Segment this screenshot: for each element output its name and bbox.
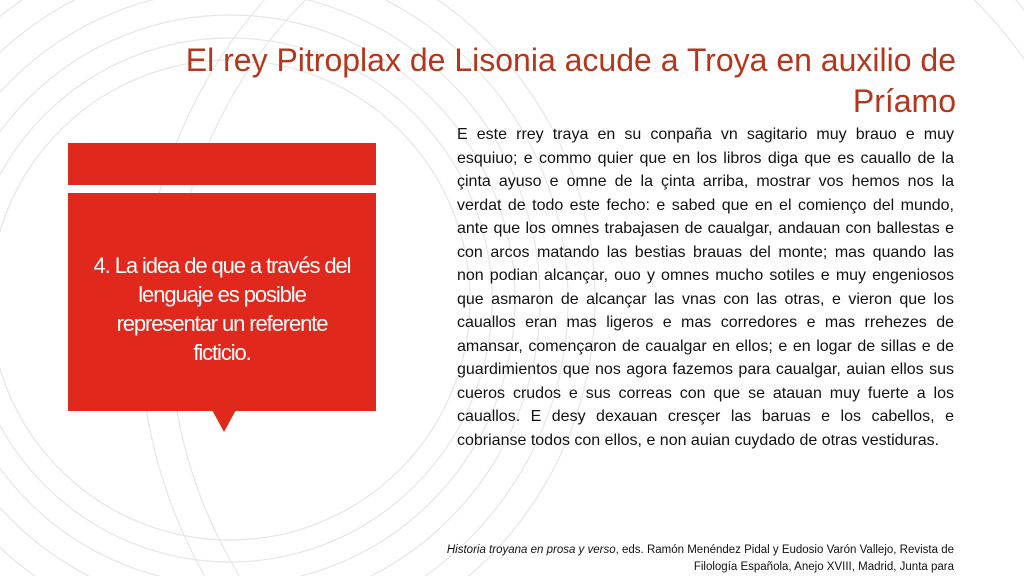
callout-text: 4. La idea de que a través del lenguaje es posible representar un referente ficticio. [93, 253, 351, 365]
quotation-body: E este rrey traya en su conpaña vn sagitario muy brauo e muy esquiuo; e commo quier que en los libros diga que es cauallo de la çinta ayuso e omne de la çinta arriba, mostrar vos hemos nos la verdat de todo este fecho: e sabed que en el comienço del mundo, ante que los omnes trabajasen de caualgar, andauan con ballestas e con arcos matando las bestias brauas del monte; mas quando las non podian alcançar, ouo y omnes mucho sotiles e muy engeniosos que asmaron de alcançar las vnas con las otras, e vieron que los cauallos eran mas ligeros e mas corredores e mas rrehezes de amansar, començaron de caualgar en ellos; e en logar de sillas e de guardimientos que nos agora fazemos para caualgar, auian ellos sus cueros crudos e sus correas con que se atauan muy fuerte a los cauallos. E desy dexauan cresçer las baruas e los cabellos, e cobrianse todos con ellos, e non auian cuydado de otras vestiduras. [457, 126, 954, 449]
citation [440, 542, 954, 576]
citation-work-title: Historia troyana en prosa y verso [446, 544, 616, 556]
accent-bar [68, 143, 376, 185]
citation-details: , eds. Ramón Menéndez Pidal y Eudosio Varón Vallejo, Revista de Filología Española, Anejo XVIII, Madrid, Junta para [615, 544, 954, 573]
callout-box [68, 193, 376, 411]
callout-pointer [212, 410, 236, 432]
slide-title: El rey Pitroplax de Lisonia acude a Troya en auxilio de Príamo [185, 42, 956, 119]
